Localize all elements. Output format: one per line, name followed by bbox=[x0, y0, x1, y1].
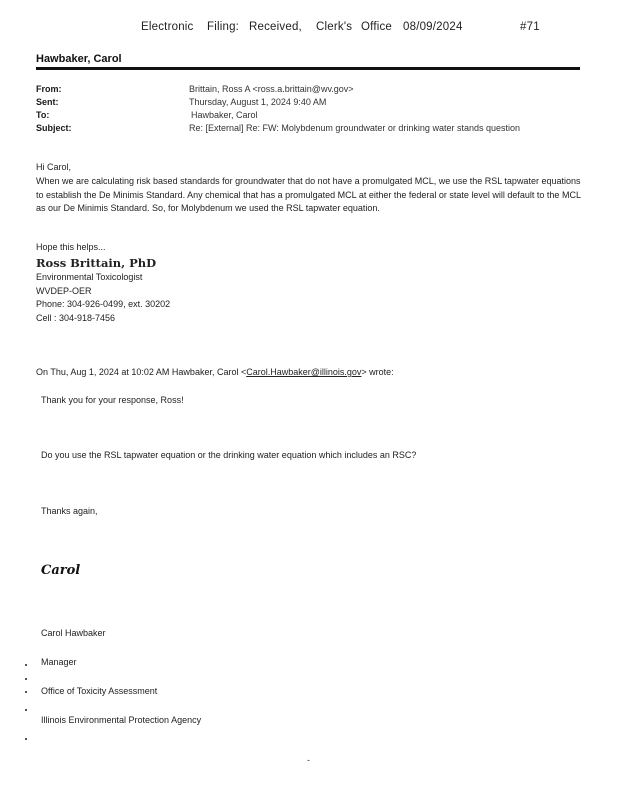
header-rule bbox=[36, 67, 580, 70]
quoted-intro bbox=[36, 367, 394, 377]
quoted-name: Carol Hawbaker bbox=[41, 628, 106, 638]
stamp-clerks: Clerk's bbox=[316, 21, 353, 33]
sender-cell: Cell : 304-918-7456 bbox=[36, 313, 116, 323]
subject-label: Subject: bbox=[36, 123, 72, 133]
quoted-signature: Carol bbox=[41, 563, 81, 578]
body-paragraph: When we are calculating risk based standards for groundwater that do not have a promulgated MCL, we use the RSL tapwater equations to establish the De Minimis Standard. Any chemical that has a promulgated MCL at either the federal or state level will default to the MCL as our De Minimis Standard. So, for Molybdenum we used the RSL tapwater equation. bbox=[36, 176, 581, 213]
stamp-office: Office bbox=[361, 21, 393, 33]
quoted-office: Office of Toxicity Assessment bbox=[41, 686, 158, 696]
stamp-received: Received, bbox=[249, 21, 302, 33]
to-value: Hawbaker, Carol bbox=[191, 110, 258, 120]
quoted-intro-prefix: On Thu, Aug 1, 2024 at 10:02 AM Hawbaker, Carol < bbox=[36, 367, 247, 377]
stamp-filing: Filing: bbox=[207, 21, 240, 33]
closing: Hope this helps... bbox=[36, 242, 106, 252]
sender-name: Ross Brittain, PhD bbox=[36, 256, 157, 270]
to-label: To: bbox=[36, 110, 50, 120]
scan-mark bbox=[25, 738, 27, 740]
quoted-agency: Illinois Environmental Protection Agency bbox=[41, 715, 202, 725]
quoted-thanks: Thank you for your response, Ross! bbox=[41, 395, 184, 405]
page-footer-mark: - bbox=[307, 755, 310, 765]
sender-phone: Phone: 304-926-0499, ext. 30202 bbox=[36, 299, 171, 309]
scan-mark bbox=[25, 664, 27, 666]
from-value: Brittain, Ross A <ross.a.brittain@wv.gov> bbox=[189, 84, 354, 94]
sent-label: Sent: bbox=[36, 97, 59, 107]
document-author: Hawbaker, Carol bbox=[36, 53, 122, 65]
subject-value: Re: [External] Re: FW: Molybdenum groundwater or drinking water stands question bbox=[189, 123, 520, 133]
quoted-thanks-again: Thanks again, bbox=[41, 506, 98, 516]
scan-mark bbox=[25, 709, 27, 711]
scan-mark bbox=[25, 678, 27, 680]
stamp-date: 08/09/2024 bbox=[403, 21, 463, 33]
quoted-title: Manager bbox=[41, 657, 77, 667]
stamp-electronic: Electronic bbox=[141, 21, 194, 33]
sender-org: WVDEP-OER bbox=[36, 286, 92, 296]
from-label: From: bbox=[36, 84, 62, 94]
scan-mark bbox=[25, 691, 27, 693]
stamp-number: #71 bbox=[520, 21, 540, 33]
greeting: Hi Carol, bbox=[36, 162, 72, 172]
quoted-email-link[interactable]: Carol.Hawbaker@illinois.gov bbox=[246, 367, 362, 377]
sent-value: Thursday, August 1, 2024 9:40 AM bbox=[189, 97, 327, 107]
quoted-intro-suffix: > wrote: bbox=[361, 367, 394, 377]
sender-title: Environmental Toxicologist bbox=[36, 272, 143, 282]
quoted-question: Do you use the RSL tapwater equation or the drinking water equation which includes an RSC? bbox=[41, 450, 417, 460]
